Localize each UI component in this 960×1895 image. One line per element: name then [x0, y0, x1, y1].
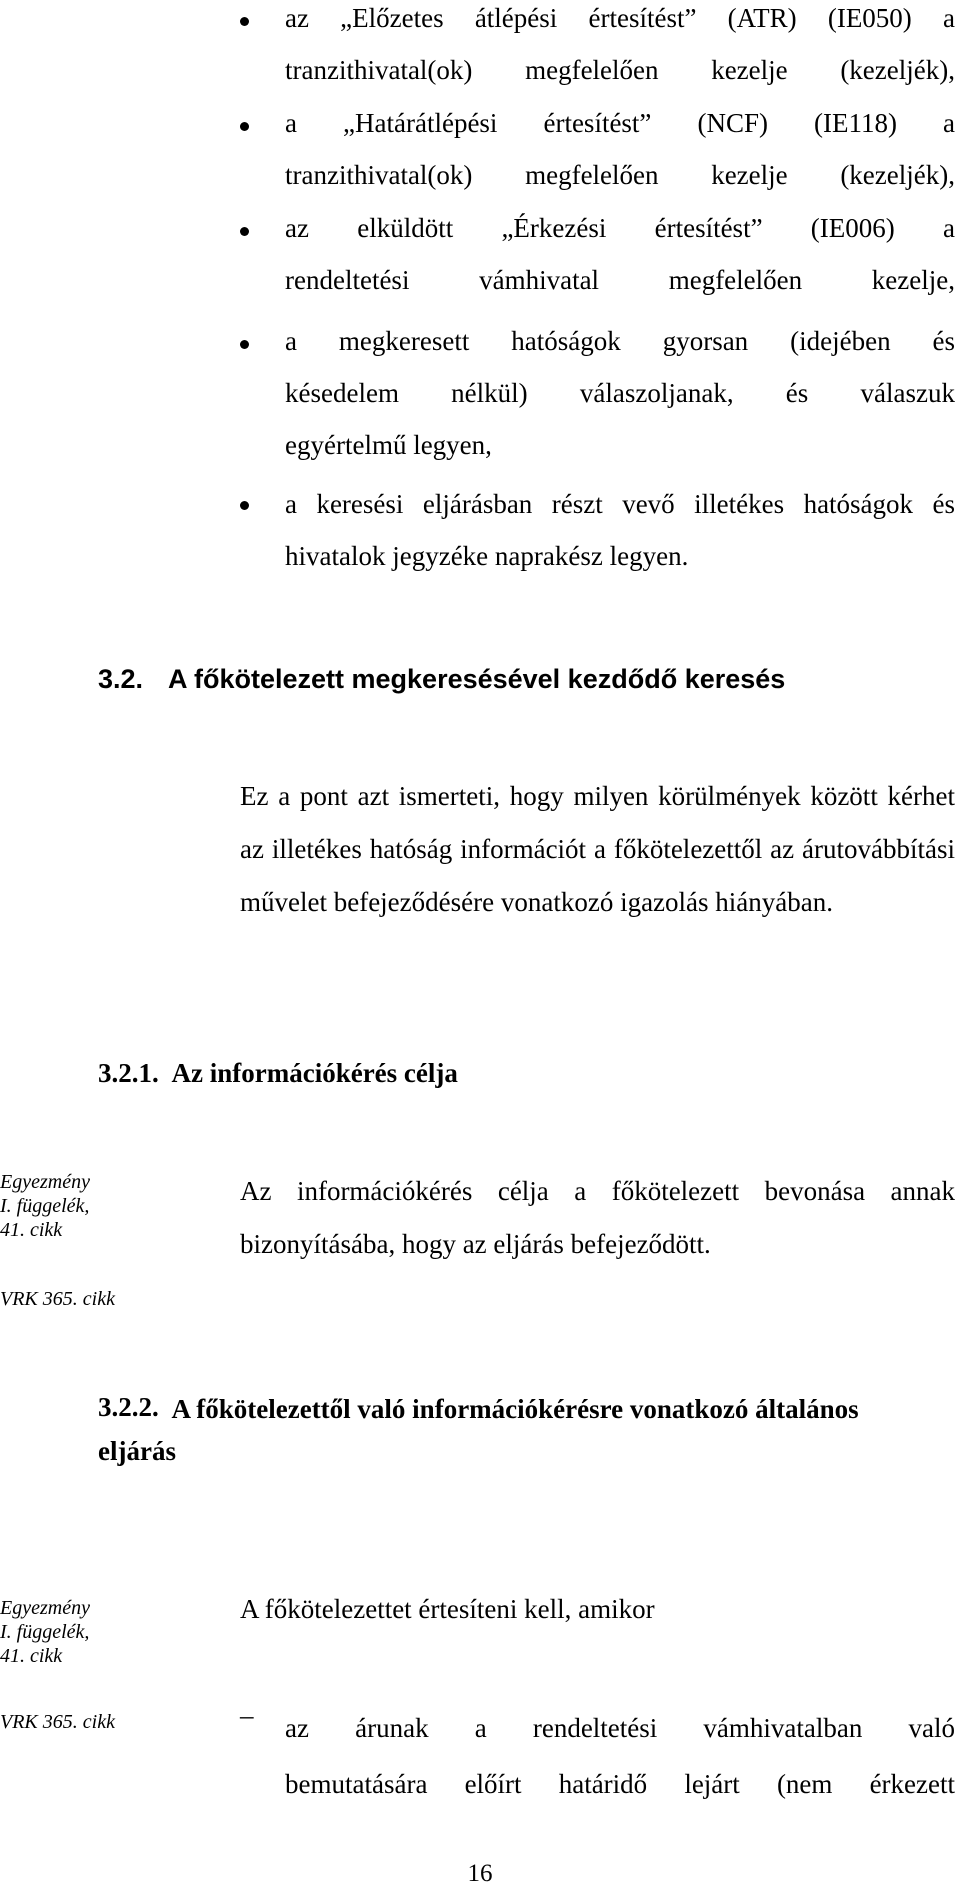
bullet-icon: [240, 227, 249, 236]
section-heading-3-2-1: [98, 1058, 458, 1089]
bullet-icon: [240, 17, 249, 26]
list-item: az elküldött „Érkezési értesítést” (IE006) a rendeltetési vámhivatal megfelelően kezelje,: [285, 213, 955, 295]
list-item: a „Határátlépési értesítést” (NCF) (IE118) a tranzithivatal(ok) megfelelően kezelje (kezeljék),: [285, 108, 955, 190]
reference-note: VRK 365. cikk: [0, 1711, 115, 1733]
bullet-icon: [240, 122, 249, 131]
list-item: a megkeresett hatóságok gyorsan (idejében és késedelem nélkül) válaszoljanak, és válaszuk egyértelmű legyen,: [285, 326, 955, 460]
section-title: Az információkérés célja: [171, 1058, 458, 1088]
section-number: 3.2.1.: [98, 1058, 159, 1088]
list-item: az „Előzetes átlépési értesítést” (ATR) (IE050) a tranzithivatal(ok) megfelelően kezelje (kezeljék),: [285, 3, 955, 85]
dash-list-item: az árunak a rendeltetési vámhivatalban való bemutatására előírt határidő lejárt (nem érkezett: [285, 1713, 955, 1799]
dash-marker: –: [240, 1700, 254, 1730]
margin-note: Egyezmény I. függelék, 41. cikk: [0, 1597, 90, 1667]
list-item: a keresési eljárásban részt vevő illetékes hatóságok és hivatalok jegyzéke naprakész legyen.: [285, 489, 955, 571]
section-paragraph-3-2: Ez a pont azt ismerteti, hogy milyen körülmények között kérhet az illetékes hatóság információt a főkötelezettől az árutovábbítási művelet befejeződésére vonatkozó igazolás hiányában.: [240, 781, 955, 917]
bullet-icon: [240, 340, 249, 349]
section-paragraph-3-2-1: Az információkérés célja a főkötelezett bevonása annak bizonyításába, hogy az eljárás befejeződött.: [240, 1176, 955, 1259]
margin-note: Egyezmény I. függelék, 41. cikk: [0, 1171, 90, 1241]
page-number: 16: [467, 1860, 493, 1887]
section-heading-3-2: [98, 664, 143, 695]
section-intro-3-2-2: A főkötelezettet értesíteni kell, amikor: [240, 1594, 655, 1624]
section-number: 3.2.: [98, 664, 144, 694]
section-title-3-2-2: A főkötelezettől való információkérésre vonatkozó általános eljárás: [98, 1394, 859, 1466]
section-title-3-2: A főkötelezett megkeresésével kezdődő keresés: [168, 664, 786, 694]
section-number: 3.2.2.: [98, 1392, 159, 1422]
reference-note: VRK 365. cikk: [0, 1288, 115, 1310]
bullet-icon: [240, 501, 249, 510]
